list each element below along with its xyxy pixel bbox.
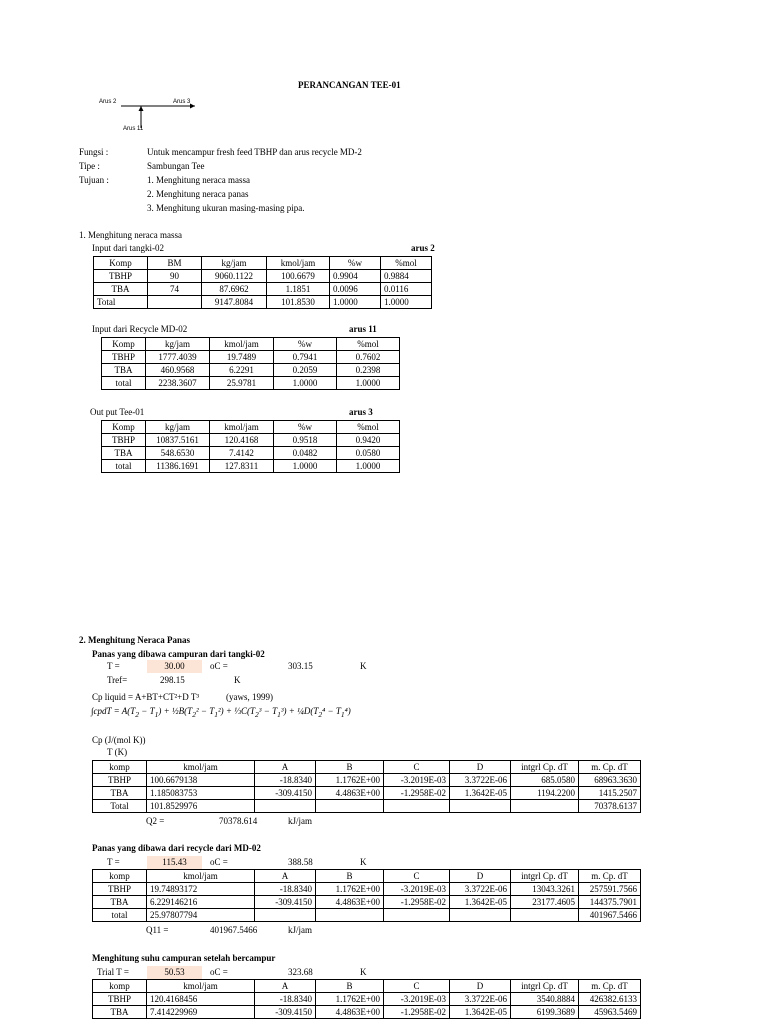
table-cell: [316, 909, 384, 922]
table-cell: -18.8340: [255, 993, 316, 1006]
table-cell: 0.0580: [337, 447, 400, 460]
col-header: kmol/jam: [147, 870, 255, 883]
mass-table-input-tangki: [93, 256, 432, 309]
table3-title: Out put Tee-01: [90, 407, 145, 417]
q2-unit: kJ/jam: [288, 816, 312, 826]
table-cell: 70378.6137: [579, 800, 641, 813]
col-header: %mol: [381, 257, 432, 270]
table-cell: 401967.5466: [579, 909, 641, 922]
table-cell: 1.185083753: [147, 787, 255, 800]
table-header-row: [102, 421, 400, 434]
table-cell: -1.2958E-02: [384, 787, 450, 800]
table-cell: [511, 800, 579, 813]
table-cell: 19.7489: [210, 351, 274, 364]
col-header: D: [450, 870, 511, 883]
table-cell: 2238.3607: [146, 377, 210, 390]
table-cell: 9060.1122: [202, 270, 267, 283]
table1-title: Input dari tangki-02: [92, 243, 164, 253]
col-header: %mol: [337, 421, 400, 434]
table-cell: 1.1762E+00: [316, 993, 384, 1006]
table-cell: 0.9884: [381, 270, 432, 283]
col-header: C: [384, 870, 450, 883]
col-header: BM: [148, 257, 202, 270]
table-cell: 4.4863E+00: [316, 787, 384, 800]
table-cell: 13043.3261: [511, 883, 579, 896]
table-cell: TBHP: [94, 270, 148, 283]
t-input-value[interactable]: 30.00: [147, 660, 202, 673]
table-cell: TBHP: [102, 434, 146, 447]
table-cell: 6.229146216: [147, 896, 255, 909]
col-header: kmol/jam: [267, 257, 330, 270]
col-header: Komp: [102, 421, 146, 434]
table-cell: Total: [94, 296, 148, 309]
cp-reference: (yaws, 1999): [226, 692, 273, 702]
t2-input-value[interactable]: 115.43: [147, 856, 202, 869]
table-cell: 1.0000: [337, 377, 400, 390]
col-header: A: [255, 980, 316, 993]
k-unit: K: [360, 661, 367, 671]
col-header: D: [450, 761, 511, 774]
mass-table-output: [101, 420, 400, 473]
table-cell: 1.1762E+00: [316, 883, 384, 896]
table-cell: [255, 909, 316, 922]
table-cell: 3.3722E-06: [450, 774, 511, 787]
table-cell: 19.74893172: [147, 883, 255, 896]
table-row: [94, 283, 432, 296]
col-header: C: [384, 761, 450, 774]
table-row: [93, 896, 641, 909]
table-cell: 0.0116: [381, 283, 432, 296]
table-cell: total: [102, 460, 146, 473]
label-arus-11: Arus 11: [123, 126, 144, 132]
table-header-row: [102, 338, 400, 351]
col-header: kmol/jam: [147, 761, 255, 774]
t3-label: Trial T =: [97, 967, 129, 977]
table-row: [102, 447, 400, 460]
q2-value: 70378.614: [219, 816, 258, 826]
table-cell: 257591.7566: [579, 883, 641, 896]
col-header: komp: [93, 870, 147, 883]
col-header: m. Cp. dT: [579, 870, 641, 883]
heat-table-tangki: [92, 760, 641, 813]
table1-arus: arus 2: [411, 243, 435, 253]
oc-label: oC =: [210, 661, 228, 671]
fungsi-label: Fungsi :: [79, 147, 109, 157]
table-cell: -18.8340: [255, 883, 316, 896]
table-cell: total: [102, 377, 146, 390]
table-cell: 548.6530: [146, 447, 210, 460]
table-cell: [384, 800, 450, 813]
table-cell: 1.3642E-05: [450, 1006, 511, 1019]
table-row: [93, 993, 641, 1006]
k2-unit: K: [360, 857, 367, 867]
table-cell: 0.0096: [330, 283, 381, 296]
col-header: B: [316, 870, 384, 883]
table-cell: -309.4150: [255, 787, 316, 800]
table-cell: -18.8340: [255, 774, 316, 787]
tref-unit: K: [234, 675, 241, 685]
cp-unit: Cp (J/(mol K)): [92, 735, 146, 745]
table-cell: 0.2059: [274, 364, 337, 377]
table-cell: 0.0482: [274, 447, 337, 460]
table-cell: 6.2291: [210, 364, 274, 377]
table-cell: 1.3642E-05: [450, 787, 511, 800]
table-header-row: [94, 257, 432, 270]
table-cell: [384, 909, 450, 922]
table-cell: -3.2019E-03: [384, 883, 450, 896]
table-cell: 101.8529976: [147, 800, 255, 813]
t3-kelvin: 323.68: [288, 967, 313, 977]
table-cell: -309.4150: [255, 1006, 316, 1019]
table-cell: 1.1851: [267, 283, 330, 296]
col-header: kg/jam: [202, 257, 267, 270]
table-cell: TBA: [94, 283, 148, 296]
t-kelvin: 303.15: [288, 661, 313, 671]
table-cell: [255, 800, 316, 813]
col-header: A: [255, 870, 316, 883]
table-cell: 0.9518: [274, 434, 337, 447]
table-cell: 1.1762E+00: [316, 774, 384, 787]
table-cell: TBHP: [93, 774, 147, 787]
table-cell: TBHP: [93, 883, 147, 896]
page-title: PERANCANGAN TEE-01: [298, 80, 401, 90]
heat-table-mixing: [92, 979, 641, 1019]
table-row: [102, 460, 400, 473]
col-header: intgrl Cp. dT: [511, 980, 579, 993]
table-row: [102, 434, 400, 447]
oc2-label: oC =: [210, 857, 228, 867]
table-cell: 685.0580: [511, 774, 579, 787]
col-header: B: [316, 761, 384, 774]
col-header: D: [450, 980, 511, 993]
table-cell: [316, 800, 384, 813]
table-cell: -1.2958E-02: [384, 1006, 450, 1019]
label-arus-2: Arus 2: [99, 99, 117, 105]
integral-equation: ∫cpdT = $A(T_2 - T_1)$ + $\frac{1}{2}B(T_2^2 - T_1^2)$ + $\frac{1}{3}C(T_2^3 - T_1^3)$ + $\frac{1}{4}D(T_2^4 - T_1^4)$: [91, 706, 351, 719]
table-cell: [511, 909, 579, 922]
table-cell: 45963.5469: [579, 1006, 641, 1019]
sub-heading-mixing: Menghitung suhu campuran setelah bercampur: [92, 953, 276, 963]
table-cell: 1415.2507: [579, 787, 641, 800]
col-header: intgrl Cp. dT: [511, 761, 579, 774]
section-2-heading: 2. Menghitung Neraca Panas: [79, 635, 190, 645]
table-row: [94, 296, 432, 309]
table-cell: 1.0000: [381, 296, 432, 309]
table2-title: Input dari Recycle MD-02: [92, 324, 188, 334]
table-row: [94, 270, 432, 283]
q11-label: Q11 =: [146, 925, 169, 935]
col-header: m. Cp. dT: [579, 980, 641, 993]
table-row: [93, 800, 641, 813]
q2-label: Q2 =: [146, 816, 165, 826]
table-cell: 7.414229969: [147, 1006, 255, 1019]
col-header: kmol/jam: [210, 421, 274, 434]
table-cell: 9147.8084: [202, 296, 267, 309]
tujuan-3: 3. Menghitung ukuran masing-masing pipa.: [147, 203, 305, 213]
col-header: B: [316, 980, 384, 993]
tref-value: 298.15: [160, 675, 185, 685]
col-header: C: [384, 980, 450, 993]
tk-label: T (K): [107, 747, 128, 757]
table-cell: TBA: [102, 364, 146, 377]
col-header: kg/jam: [146, 338, 210, 351]
tipe-label: Tipe :: [79, 161, 100, 171]
col-header: kmol/jam: [210, 338, 274, 351]
label-arus-3: Arus 3: [173, 99, 191, 105]
col-header: Komp: [94, 257, 148, 270]
table-cell: TBHP: [102, 351, 146, 364]
table-cell: 0.9420: [337, 434, 400, 447]
table-header-row: [93, 761, 641, 774]
table-cell: 7.4142: [210, 447, 274, 460]
cp-formula: Cp liquid = A+BT+CT²+D T³: [92, 692, 200, 702]
col-header: %mol: [337, 338, 400, 351]
table-cell: TBA: [102, 447, 146, 460]
col-header: %w: [274, 338, 337, 351]
table-cell: 0.7941: [274, 351, 337, 364]
table-cell: 100.6679138: [147, 774, 255, 787]
table-row: [102, 351, 400, 364]
table-cell: 1.0000: [274, 377, 337, 390]
table-cell: 426382.6133: [579, 993, 641, 1006]
table-cell: 0.2398: [337, 364, 400, 377]
table-cell: 11386.1691: [146, 460, 210, 473]
oc3-label: oC =: [210, 967, 228, 977]
table-cell: [148, 296, 202, 309]
table-cell: [450, 800, 511, 813]
table-row: [102, 364, 400, 377]
table-cell: 144375.7901: [579, 896, 641, 909]
table-row: [102, 377, 400, 390]
col-header: kmol/jam: [147, 980, 255, 993]
sub-heading-tangki: Panas yang dibawa campuran dari tangki-02: [92, 649, 265, 659]
table-row: [93, 1006, 641, 1019]
table-cell: [450, 909, 511, 922]
table-cell: 120.4168456: [147, 993, 255, 1006]
table-cell: 0.9904: [330, 270, 381, 283]
table-cell: 0.7602: [337, 351, 400, 364]
table2-arus: arus 11: [349, 324, 377, 334]
table-row: [93, 787, 641, 800]
t-label: T =: [107, 661, 120, 671]
table-row: [93, 774, 641, 787]
table-cell: 1.0000: [274, 460, 337, 473]
tipe-text: Sambungan Tee: [147, 161, 205, 171]
table-cell: 4.4863E+00: [316, 896, 384, 909]
col-header: intgrl Cp. dT: [511, 870, 579, 883]
tujuan-label: Tujuan :: [79, 175, 109, 185]
table-cell: 87.6962: [202, 283, 267, 296]
table-cell: TBHP: [93, 993, 147, 1006]
table-cell: -1.2958E-02: [384, 896, 450, 909]
heat-table-recycle: [92, 869, 641, 922]
tujuan-2: 2. Menghitung neraca panas: [147, 189, 249, 199]
table-header-row: [93, 980, 641, 993]
col-header: %w: [330, 257, 381, 270]
t3-trial-value[interactable]: 50.53: [147, 966, 202, 979]
sub-heading-recycle: Panas yang dibawa dari recycle dari MD-02: [92, 843, 261, 853]
table-cell: TBA: [93, 1006, 147, 1019]
t2-label: T =: [107, 857, 120, 867]
col-header: %w: [274, 421, 337, 434]
table-cell: 23177.4605: [511, 896, 579, 909]
arrow-right-icon: [190, 104, 195, 109]
table-cell: 3.3722E-06: [450, 993, 511, 1006]
k3-unit: K: [360, 967, 367, 977]
table-cell: 1.0000: [337, 460, 400, 473]
table3-arus: arus 3: [349, 407, 373, 417]
table-cell: 1.0000: [330, 296, 381, 309]
section-1-heading: 1. Menghitung neraca massa: [79, 230, 182, 240]
table-cell: -3.2019E-03: [384, 774, 450, 787]
table-cell: 4.4863E+00: [316, 1006, 384, 1019]
table-cell: -309.4150: [255, 896, 316, 909]
table-cell: TBA: [93, 896, 147, 909]
col-header: kg/jam: [146, 421, 210, 434]
table-cell: 68963.3630: [579, 774, 641, 787]
table-cell: 10837.5161: [146, 434, 210, 447]
table-row: [93, 883, 641, 896]
table-cell: 1.3642E-05: [450, 896, 511, 909]
table-cell: 25.9781: [210, 377, 274, 390]
mass-table-input-recycle: [101, 337, 400, 390]
table-header-row: [93, 870, 641, 883]
col-header: komp: [93, 980, 147, 993]
table-cell: 120.4168: [210, 434, 274, 447]
table-cell: 127.8311: [210, 460, 274, 473]
table-cell: 74: [148, 283, 202, 296]
fungsi-text: Untuk mencampur fresh feed TBHP dan arus recycle MD-2: [147, 147, 362, 157]
col-header: m. Cp. dT: [579, 761, 641, 774]
t2-kelvin: 388.58: [288, 857, 313, 867]
table-row: [93, 909, 641, 922]
table-cell: 3.3722E-06: [450, 883, 511, 896]
table-cell: TBA: [93, 787, 147, 800]
tujuan-1: 1. Menghitung neraca massa: [147, 175, 250, 185]
col-header: A: [255, 761, 316, 774]
table-cell: -3.2019E-03: [384, 993, 450, 1006]
table-cell: 90: [148, 270, 202, 283]
table-cell: 3540.8884: [511, 993, 579, 1006]
table-cell: 100.6679: [267, 270, 330, 283]
table-cell: 1777.4039: [146, 351, 210, 364]
q11-unit: kJ/jam: [288, 925, 312, 935]
table-cell: 25.97807794: [147, 909, 255, 922]
table-cell: 6199.3689: [511, 1006, 579, 1019]
table-cell: Total: [93, 800, 147, 813]
col-header: Komp: [102, 338, 146, 351]
table-cell: 101.8530: [267, 296, 330, 309]
col-header: komp: [93, 761, 147, 774]
tref-label: Tref=: [107, 675, 128, 685]
table-cell: total: [93, 909, 147, 922]
arrow-up-icon: [139, 106, 144, 111]
table-cell: 1194.2200: [511, 787, 579, 800]
q11-value: 401967.5466: [210, 925, 258, 935]
table-cell: 460.9568: [146, 364, 210, 377]
